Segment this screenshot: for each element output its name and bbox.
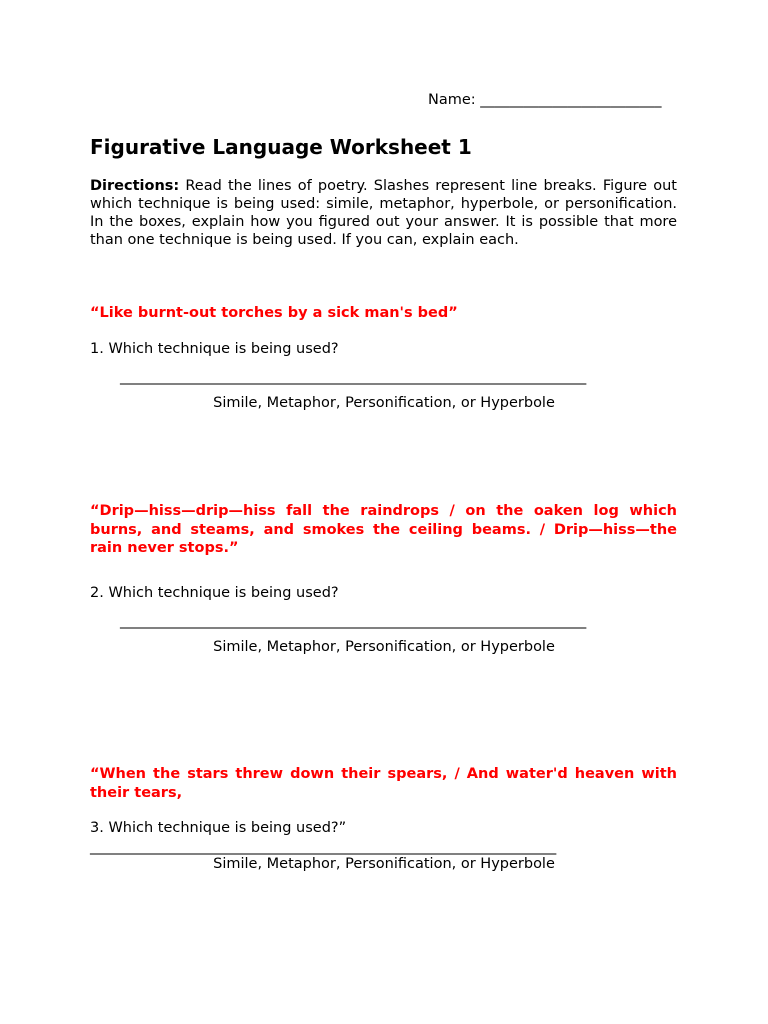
answer-options-2: Simile, Metaphor, Personification, or Hyperbole [213,639,555,655]
answer-blank-2: _____________________________________________________________________ [120,613,586,629]
question-prompt-1: 1. Which technique is being used? [90,341,339,357]
answer-blank-1: _____________________________________________________________________ [120,369,586,385]
poem-quote-3: “When the stars threw down their spears, / And water'd heaven with their tears, [90,766,677,801]
directions-paragraph [90,177,677,249]
directions-label: Directions: [90,178,180,194]
poem-quote-2: “Drip—hiss—drip—hiss fall the raindrops / on the oaken log which burns, and steams, and smokes the ceiling beams. / Drip—hiss—the rain never stops.” [90,503,677,556]
answer-options-3: Simile, Metaphor, Personification, or Hyperbole [213,856,555,872]
worksheet-title: Figurative Language Worksheet 1 [90,135,472,159]
poem-quote-1: “Like burnt-out torches by a sick man's bed” [90,305,458,321]
question-prompt-2: 2. Which technique is being used? [90,585,339,601]
answer-options-1: Simile, Metaphor, Personification, or Hyperbole [213,395,555,411]
answer-blank-3: _____________________________________________________________________ [90,839,556,855]
name-field-line [428,92,662,108]
directions-text: Read the lines of poetry. Slashes represent line breaks. Figure out which technique is being used: simile, metaphor, hyperbole, or personification. In the boxes, explain how you figured out your answer. It is possible that more than one technique is being used. If you can, explain each. [90,178,677,248]
question-prompt-3: 3. Which technique is being used?” [90,820,347,836]
name-blank: _________________________ [480,92,662,108]
name-label: Name: [428,92,476,108]
